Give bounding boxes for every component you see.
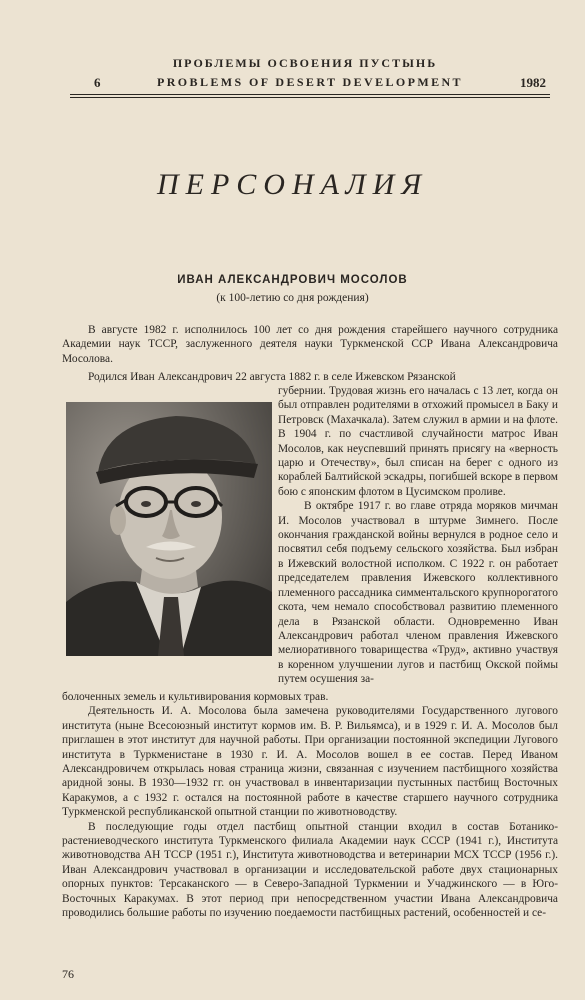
section-title: ПЕРСОНАЛИЯ — [156, 168, 429, 201]
journal-title-ru: ПРОБЛЕМЫ ОСВОЕНИЯ ПУСТЫНЬ — [172, 56, 438, 70]
paragraph-meadow-institute: Деятельность И. А. Мосолова была замечена руководителями Государственного лугового института (ныне Всесоюзный институт кормов им. В. Р. Вильямса), и в 1929 г. И. А. Мосолов был приглашен в этот институт для научной работы. При организации постоянной экспедиции Лугового института в Туркменистане в 1930 г. И. А. Мосолов вошел в ее состав. Перед Иваном Александровичем открылась новая страница жизни, связанная с изучением пастбищного хозяйства аридной зоны. В 1930—1932 гг. он участвовал в инвентаризации пустынных пастбищ Восточных Каракумов, а с 1932 г. остался на постоянной работе в качестве старшего научного сотрудника Туркменской республиканской опытной станции по животноводству. — [62, 705, 558, 819]
right-text-column — [278, 384, 558, 687]
journal-title-en: PROBLEMS OF DESERT DEVELOPMENT — [157, 75, 463, 89]
paragraph-birth-continued: губернии. Трудовая жизнь его началась с 13 лет, когда он был отправлен родителями в отхожий промысел в Баку и Петровск (Махачкала). Затем служил в армии и на флоте. В 1904 г. по счастливой случайности матрос Иван Мосолов, как неуспевший принять присягу на «верность царю и Отечеству», был списан на берег с одного из кораблей Балтийской эскадры, погибшей вскоре в первом бою с японским флотом в Цусимском проливе. — [278, 385, 558, 498]
article-subtitle: (к 100-летию со дня рождения) — [216, 292, 369, 304]
issue-number: 6 — [94, 75, 101, 90]
page-number: 76 — [62, 967, 74, 981]
header-rule-thin — [70, 97, 550, 98]
issue-year: 1982 — [520, 75, 546, 90]
paragraph-birth-start: Родился Иван Александрович 22 августа 1882 г. в селе Ижевском Рязанской — [88, 371, 456, 383]
paragraph-intro: В августе 1982 г. исполнилось 100 лет со дня рождения старейшего научного сотрудника Академии наук ТССР, заслуженного деятеля науки Туркменской ССР Ивана Александровича Мосолова. — [62, 324, 558, 365]
intro-block — [62, 323, 558, 366]
portrait-photo — [66, 402, 272, 656]
birth-line-block — [62, 370, 558, 384]
article-title: ИВАН АЛЕКСАНДРОВИЧ МОСОЛОВ — [177, 274, 408, 286]
paragraph-october-1917: В октябре 1917 г. во главе отряда моряков мичман И. Мосолов участвовал в штурме Зимнего. После окончания гражданской войны вернулся в родное село и посвятил себя подъему сельского хозяйства. Был избран в Ижевский волостной исполком. С 1922 г. он работает председателем правления Ижевского коллективного племенного рассадника симментальского крупнорогатого скота, чем немало способствовал развитию племенного дела в Рязанской области. Одновременно Иван Александрович работал членом правления Ижевского мелиоративного товарищества «Труд», активно участвуя в коренном улучшении лугов и пастбищ Окской поймы путем осушения за- — [278, 500, 558, 686]
continued-text-block — [62, 690, 558, 921]
paragraph-october-end: болоченных земель и культивирования кормовых трав. — [62, 691, 329, 703]
paragraph-later-years: В последующие годы отдел пастбищ опытной станции входил в состав Ботанико-растениеводческого института Туркменского филиала Академии наук СССР (1941 г.), Института животноводства АН ТССР (1951 г.), Института животноводства и ветеринарии МСХ ТССР (1956 г.). Иван Александрович участвовал в организации и исследовательской работе двух стационарных опорных пунктов: Терсаканского — в Северо-Западной Туркмении и Учаджинского — в Юго-Восточных Каракумах. В этот период при непосредственном участии Ивана Александровича проводились большие работы по изучению поедаемости пастбищных растений, особенностей и се- — [62, 820, 558, 920]
portrait-illustration — [66, 402, 272, 656]
header-rule — [70, 94, 550, 95]
